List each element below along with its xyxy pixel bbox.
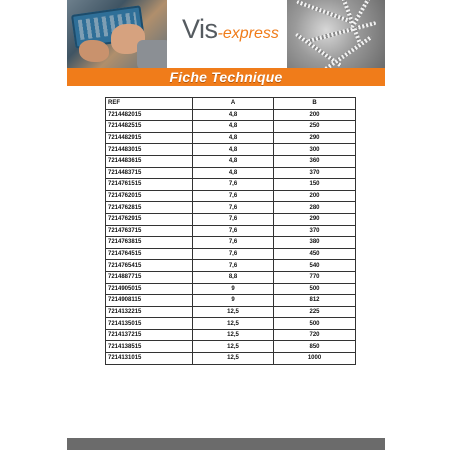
cell-a: 12,5 [193,353,274,365]
cell-a: 4,8 [193,144,274,156]
cell-a: 9 [193,295,274,307]
cell-ref: 7214765415 [106,260,193,272]
cell-a: 4,8 [193,121,274,133]
cell-a: 8,8 [193,271,274,283]
cell-a: 4,8 [193,109,274,121]
cell-ref: 7214137215 [106,329,193,341]
brand-name-main: Vis [182,14,218,44]
cell-b: 500 [274,283,356,295]
cell-a: 7,6 [193,248,274,260]
footer-bar [67,438,385,450]
table-row [106,155,356,167]
table-row [106,179,356,191]
cell-b: 380 [274,237,356,249]
cell-b: 290 [274,213,356,225]
cell-a: 7,6 [193,260,274,272]
cell-b: 850 [274,341,356,353]
cell-a: 7,6 [193,179,274,191]
header [67,0,385,68]
table-row [106,318,356,330]
cell-a: 12,5 [193,341,274,353]
table-row [106,283,356,295]
cell-b: 500 [274,318,356,330]
cell-b: 770 [274,271,356,283]
cell-b: 540 [274,260,356,272]
banner-title: Fiche Technique [169,69,283,85]
cell-a: 7,6 [193,237,274,249]
table-row [106,341,356,353]
cell-a: 7,6 [193,202,274,214]
cell-b: 150 [274,179,356,191]
cell-b: 370 [274,225,356,237]
table-row [106,248,356,260]
cell-b: 225 [274,306,356,318]
table-row [106,213,356,225]
cell-ref: 7214762015 [106,190,193,202]
cell-b: 200 [274,190,356,202]
table-row [106,237,356,249]
table-row [106,121,356,133]
cell-ref: 7214132215 [106,306,193,318]
cell-a: 12,5 [193,318,274,330]
cell-a: 4,8 [193,167,274,179]
cell-ref: 7214483715 [106,167,193,179]
cell-b: 280 [274,202,356,214]
cell-b: 720 [274,329,356,341]
screw-image [321,35,372,68]
table-header-row [106,98,356,110]
cell-ref: 7214763715 [106,225,193,237]
cell-b: 300 [274,144,356,156]
cell-ref: 7214135015 [106,318,193,330]
header-ref: REF [106,98,193,110]
spec-table [105,97,356,365]
cell-a: 7,6 [193,213,274,225]
cell-ref: 7214762915 [106,213,193,225]
cell-ref: 7214138515 [106,341,193,353]
cell-ref: 7214887715 [106,271,193,283]
header-a: A [193,98,274,110]
table-row [106,225,356,237]
cell-b: 290 [274,132,356,144]
tools-photo [67,0,167,68]
brand-logo [182,14,282,44]
cell-b: 250 [274,121,356,133]
cell-ref: 7214482515 [106,121,193,133]
cell-ref: 7214761515 [106,179,193,191]
cell-ref: 7214483015 [106,144,193,156]
fiche-technique-banner [67,68,385,86]
cell-ref: 7214762815 [106,202,193,214]
cell-b: 450 [274,248,356,260]
table-row [106,329,356,341]
cell-ref: 7214483615 [106,155,193,167]
cell-ref: 7214764515 [106,248,193,260]
cell-b: 370 [274,167,356,179]
header-b: B [274,98,356,110]
cell-a: 7,6 [193,225,274,237]
table-row [106,167,356,179]
table-row [106,202,356,214]
table-row [106,260,356,272]
cell-a: 12,5 [193,329,274,341]
sleeve-image [137,40,167,68]
table-row [106,353,356,365]
cell-ref: 7214131015 [106,353,193,365]
cell-ref: 7214905015 [106,283,193,295]
cell-a: 7,6 [193,190,274,202]
cell-b: 200 [274,109,356,121]
table-row [106,190,356,202]
brand-name-suffix: -express [217,25,279,42]
table-row [106,132,356,144]
cell-a: 4,8 [193,132,274,144]
cell-ref: 7214908115 [106,295,193,307]
cell-b: 1000 [274,353,356,365]
table-row [106,295,356,307]
cell-ref: 7214482915 [106,132,193,144]
table-row [106,109,356,121]
table-row [106,271,356,283]
cell-b: 812 [274,295,356,307]
cell-a: 12,5 [193,306,274,318]
table-row [106,306,356,318]
cell-ref: 7214763815 [106,237,193,249]
hand-image [79,40,109,62]
cell-a: 9 [193,283,274,295]
cell-a: 4,8 [193,155,274,167]
cell-ref: 7214482015 [106,109,193,121]
table-row [106,144,356,156]
cell-b: 360 [274,155,356,167]
screws-photo [287,0,385,68]
